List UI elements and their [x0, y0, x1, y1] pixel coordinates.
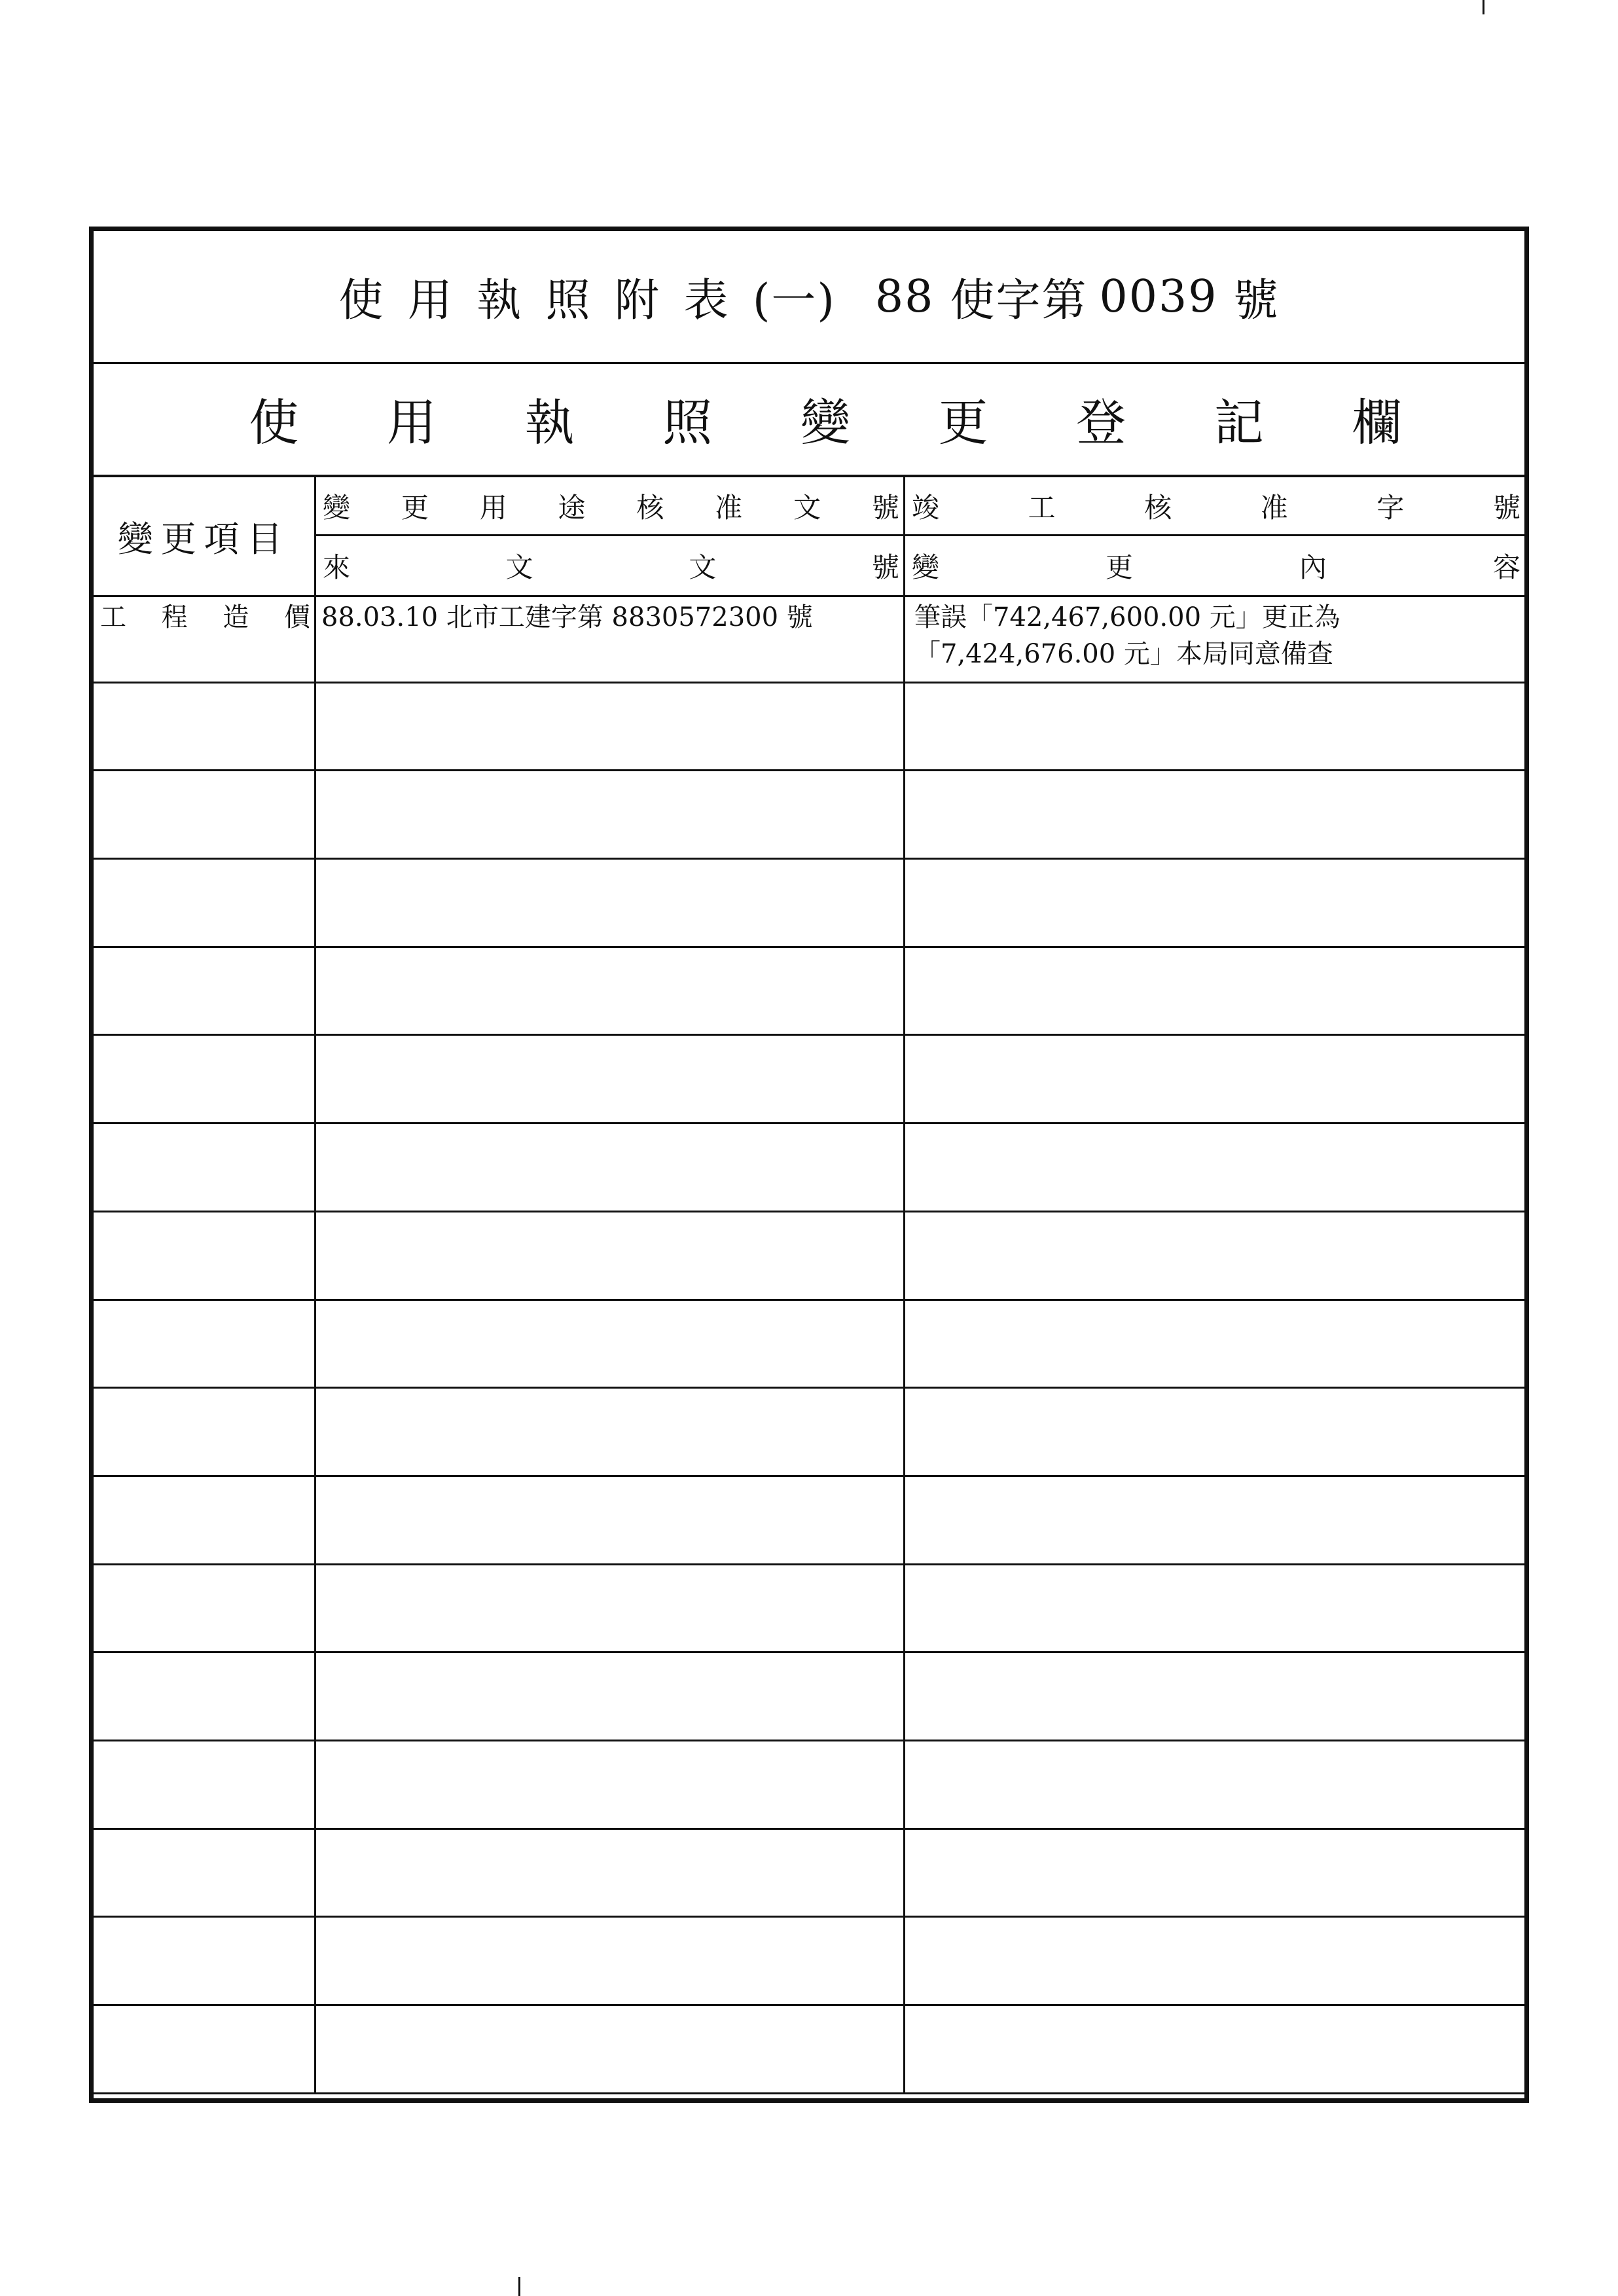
table-row-empty	[94, 1124, 1524, 1212]
change-content-cell	[905, 1389, 1524, 1475]
title-license-type: 使字第	[950, 274, 1088, 327]
item-char: 造	[223, 602, 249, 632]
change-item-cell	[94, 1477, 316, 1563]
change-item-cell	[94, 1036, 316, 1122]
header-char: 竣	[912, 491, 940, 524]
margin-tick-bottom	[518, 2277, 520, 2296]
change-content-cell	[905, 1212, 1524, 1299]
document-number-cell	[316, 1301, 905, 1387]
header-change-content	[905, 536, 1524, 595]
table-row-empty	[94, 1918, 1524, 2006]
table-row-empty	[94, 1565, 1524, 1654]
header-column-content	[905, 477, 1524, 595]
subtitle-char: 變	[800, 393, 850, 452]
table-row-empty	[94, 1741, 1524, 1830]
table-row-empty	[94, 860, 1524, 948]
document-title	[94, 231, 1524, 364]
change-item-cell	[94, 1830, 316, 1916]
table-row-empty	[94, 1653, 1524, 1741]
header-char: 用	[479, 491, 507, 524]
content-line: 筆誤「742,467,600.00 元」更正為	[914, 602, 1340, 632]
content-line: 「7,424,676.00 元」本局同意備查	[914, 639, 1333, 669]
change-item-cell	[94, 595, 316, 682]
change-content-cell	[905, 1301, 1524, 1387]
item-char: 程	[161, 602, 188, 632]
change-item-cell	[94, 771, 316, 858]
change-content-cell	[905, 948, 1524, 1034]
header-approval-doc-number	[316, 477, 903, 536]
title-form-name: 使用執照附表	[338, 274, 753, 327]
change-item-cell	[94, 860, 316, 946]
change-item-cell	[94, 1124, 316, 1211]
document-number-cell	[316, 771, 905, 858]
table-row-empty	[94, 1036, 1524, 1124]
change-content-cell	[905, 1036, 1524, 1122]
document-number-cell: 88.03.10 北市工建字第 8830572300 號	[316, 595, 905, 682]
change-item-cell	[94, 1653, 316, 1740]
header-char: 來	[323, 551, 351, 583]
document-number-cell	[316, 1477, 905, 1563]
margin-tick-top-right	[1483, 0, 1484, 14]
subtitle-char: 使	[249, 393, 299, 452]
subtitle-char: 登	[1076, 393, 1126, 452]
header-char: 變	[912, 551, 940, 583]
header-char: 字	[1376, 491, 1405, 524]
subtitle-char: 欄	[1352, 393, 1402, 452]
table-row-empty	[94, 1477, 1524, 1565]
table-body	[94, 595, 1524, 2094]
section-subtitle	[94, 362, 1524, 477]
header-char: 准	[1260, 491, 1288, 524]
document-number-cell	[316, 1830, 905, 1916]
document-number-cell	[316, 1389, 905, 1475]
document-number-cell	[316, 2006, 905, 2092]
change-item-cell	[94, 683, 316, 770]
subtitle-char: 用	[386, 393, 437, 452]
document-number-cell	[316, 860, 905, 946]
header-char: 文	[505, 551, 533, 583]
document-number-cell	[316, 1918, 905, 2004]
subtitle-char: 執	[524, 393, 575, 452]
header-char: 文	[689, 551, 717, 583]
subtitle-char: 記	[1214, 393, 1264, 452]
header-char: 工	[1028, 491, 1056, 524]
change-content-cell	[905, 595, 1524, 682]
header-char: 准	[715, 491, 743, 524]
header-column-document	[316, 477, 905, 595]
title-year: 88	[874, 270, 935, 323]
change-item-cell	[94, 948, 316, 1034]
change-item-cell	[94, 1301, 316, 1387]
subtitle-char: 更	[938, 393, 988, 452]
table-row	[94, 595, 1524, 683]
change-content-cell	[905, 1918, 1524, 2004]
header-char: 號	[871, 551, 899, 583]
table-row-empty	[94, 771, 1524, 860]
table-row-empty	[94, 683, 1524, 772]
document-number-cell	[316, 948, 905, 1034]
table-row-empty	[94, 1212, 1524, 1301]
table-row-empty	[94, 948, 1524, 1036]
change-content-cell	[905, 1124, 1524, 1211]
document-number-cell	[316, 1212, 905, 1299]
title-form-number: (一)	[752, 274, 836, 327]
table-row-empty	[94, 1830, 1524, 1918]
document-number-cell	[316, 1036, 905, 1122]
table-row-empty	[94, 2006, 1524, 2094]
header-char: 變	[323, 491, 351, 524]
subtitle-char: 照	[662, 393, 713, 452]
change-item-cell	[94, 1565, 316, 1652]
change-content-cell	[905, 1565, 1524, 1652]
table-header	[94, 477, 1524, 597]
header-char: 更	[401, 491, 429, 524]
header-incoming-doc-number	[316, 536, 903, 595]
header-char: 內	[1299, 551, 1327, 583]
change-content-cell	[905, 1741, 1524, 1828]
registration-form	[89, 227, 1529, 2103]
header-completion-approval-number	[905, 477, 1524, 536]
table-row-empty	[94, 1389, 1524, 1477]
document-number-cell	[316, 1124, 905, 1211]
change-content-cell	[905, 771, 1524, 858]
table-row-empty	[94, 1301, 1524, 1389]
change-item-cell	[94, 2006, 316, 2092]
change-content-cell	[905, 683, 1524, 770]
document-number-cell	[316, 683, 905, 770]
change-content-cell	[905, 1830, 1524, 1916]
header-char: 容	[1492, 551, 1520, 583]
change-content-cell	[905, 1477, 1524, 1563]
change-item-cell	[94, 1918, 316, 2004]
title-suffix: 號	[1233, 274, 1280, 327]
title-license-number: 0039	[1099, 270, 1218, 323]
change-content-cell	[905, 2006, 1524, 2092]
header-char: 更	[1105, 551, 1133, 583]
change-item-cell	[94, 1212, 316, 1299]
header-char: 文	[793, 491, 821, 524]
document-number-cell	[316, 1565, 905, 1652]
change-item-cell	[94, 1741, 316, 1828]
item-char: 價	[283, 602, 310, 632]
header-char: 核	[636, 491, 664, 524]
header-char: 號	[1492, 491, 1520, 524]
header-char: 核	[1144, 491, 1172, 524]
item-char: 工	[100, 602, 126, 632]
header-char: 途	[558, 491, 586, 524]
document-number-cell	[316, 1653, 905, 1740]
header-char: 號	[871, 491, 899, 524]
change-content-cell	[905, 1653, 1524, 1740]
header-change-item: 變更項目	[94, 477, 316, 595]
document-number-cell	[316, 1741, 905, 1828]
change-content-cell	[905, 860, 1524, 946]
change-item-cell	[94, 1389, 316, 1475]
